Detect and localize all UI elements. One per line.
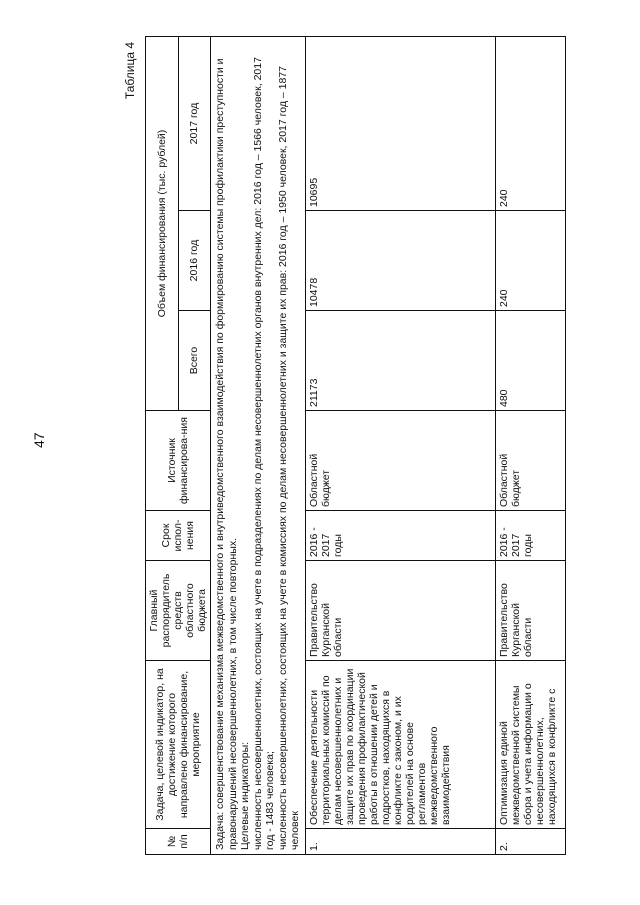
header-funding: Объем финансирования (тыс. рублей)	[146, 37, 179, 411]
row-term: 2016 - 2017 годы	[495, 511, 565, 561]
row-term: 2016 - 2017 годы	[305, 511, 495, 561]
row-executor: Правительство Курганской области	[305, 561, 495, 661]
row-task: Обеспечение деятельности территориальных комиссий по делам несовершеннолетних и защите их прав по координации проведения профилактической работы в отношении детей и подростков, находящихся в конфликте с законом, и их родителей на основе регламентов межведомственного взаимодействия	[305, 661, 495, 829]
header-num: № п/п	[146, 829, 211, 855]
row-total: 480	[495, 311, 565, 411]
task-text: Задача: совершенствование механизма межведомственного и внутриведомственного взаимодействия по формированию системы профилактики преступности и правонарушений несовершеннолетних, в том числе повторных.	[214, 58, 239, 850]
header-row-1	[146, 37, 179, 855]
row-2017: 240	[495, 37, 565, 211]
row-source: Областной бюджет	[305, 411, 495, 511]
funding-table	[145, 36, 566, 855]
indicator-1: численность несовершеннолетних, состоящих на учете в подразделениях по делам несовершеннолетних органов внутренних дел: 2016 год – 1566 человек, 2017 год - 1483 человека;	[251, 57, 276, 850]
indicators-heading: Целевые индикаторы:	[239, 741, 251, 850]
table-row	[305, 37, 495, 855]
row-total: 21173	[305, 311, 495, 411]
indicator-2: численность несовершеннолетних, состоящих на учете в комиссиях по делам несовершеннолетних и защите их прав: 2016 год – 1950 человек, 2017 год – 1877 человек	[276, 65, 301, 850]
row-num: 1.	[305, 829, 495, 855]
header-task: Задача, целевой индикатор, на достижение которого направлено финансирование, мероприятие	[146, 661, 211, 829]
row-source: Областной бюджет	[495, 411, 565, 511]
page-number: 47	[31, 432, 47, 448]
header-executor: Главный распорядитель средств областного бюджета	[146, 561, 211, 661]
header-2016: 2016 год	[178, 211, 211, 311]
header-2017: 2017 год	[178, 37, 211, 211]
row-2016: 10478	[305, 211, 495, 311]
row-task: Оптимизация единой межведомственной системы сбора и учета информации о несовершеннолетних, находящихся в конфликте с	[495, 661, 565, 829]
header-total: Всего	[178, 311, 211, 411]
row-executor: Правительство Курганской области	[495, 561, 565, 661]
table-label: Таблица 4	[123, 42, 137, 100]
row-num: 2.	[495, 829, 565, 855]
header-term: Срок испол-нения	[146, 511, 211, 561]
row-2017: 10695	[305, 37, 495, 211]
table-row	[495, 37, 565, 855]
row-2016: 240	[495, 211, 565, 311]
task-row	[211, 37, 306, 855]
task-description	[211, 37, 306, 855]
header-source: Источник финансирова-ния	[146, 411, 211, 511]
rotated-page-content	[123, 37, 558, 855]
